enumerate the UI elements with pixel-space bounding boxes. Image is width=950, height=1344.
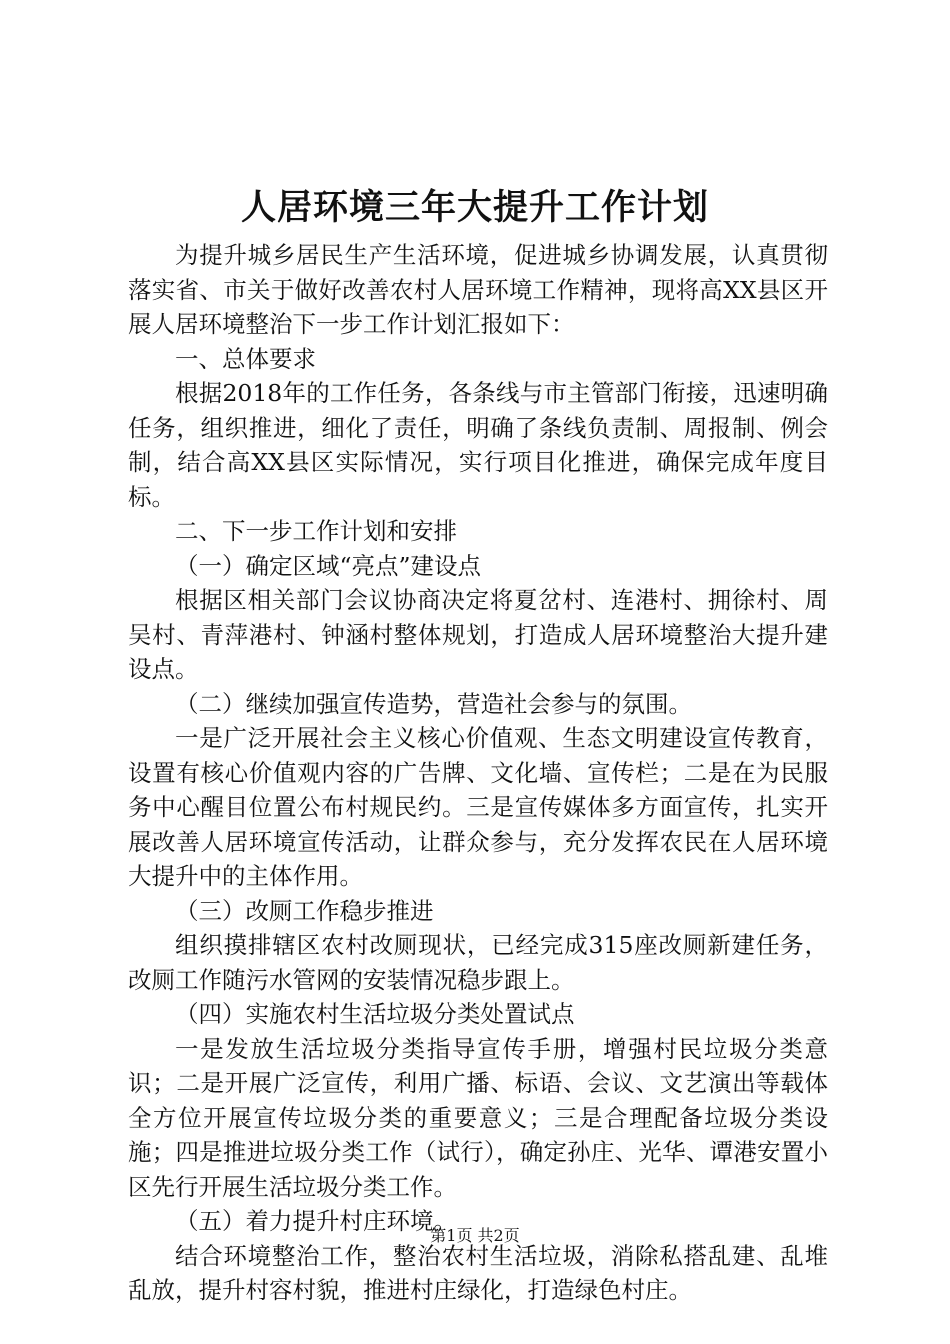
body-paragraph: 根据2018年的工作任务，各条线与市主管部门衔接，迅速明确任务，组织推进，细化了责任，明确了条线负责制、周报制、例会制，结合高XX县区实际情况，实行项目化推进，确保完成年度目标。 <box>128 379 828 511</box>
intro-paragraph: 为提升城乡居民生产生活环境，促进城乡协调发展，认真贯彻落实省、市关于做好改善农村人居环境工作精神，现将高XX县区开展人居环境整治下一步工作计划汇报如下： <box>128 241 828 338</box>
subsection-heading: （二）继续加强宣传造势，营造社会参与的氛围。 <box>175 689 692 718</box>
body-paragraph: 一是发放生活垃圾分类指导宣传手册，增强村民垃圾分类意识；二是开展广泛宣传，利用广播、标语、会议、文艺演出等载体全方位开展宣传垃圾分类的重要意义；三是合理配备垃圾分类设施；四是推进垃圾分类工作（试行），确定孙庄、光华、谭港安置小区先行开展生活垃圾分类工作。 <box>128 1034 828 1201</box>
subsection-heading: （一）确定区域“亮点”建设点 <box>175 551 482 580</box>
subsection-heading: （三）改厕工作稳步推进 <box>175 896 434 925</box>
body-paragraph: 结合环境整治工作，整治农村生活垃圾，消除私搭乱建、乱堆乱放，提升村容村貌，推进村庄绿化，打造绿色村庄。 <box>128 1241 828 1304</box>
body-paragraph: 一是广泛开展社会主义核心价值观、生态文明建设宣传教育，设置有核心价值观内容的广告牌、文化墙、宣传栏；二是在为民服务中心醒目位置公布村规民约。三是宣传媒体多方面宣传，扎实开展改善人居环境宣传活动，让群众参与，充分发挥农民在人居环境大提升中的主体作用。 <box>128 724 828 890</box>
page-number-footer: 第1页 共2页 <box>430 1226 520 1245</box>
section-heading: 一、总体要求 <box>175 344 316 373</box>
document-body <box>128 238 828 1308</box>
section-heading: 二、下一步工作计划和安排 <box>175 517 457 545</box>
body-paragraph: 组织摸排辖区农村改厕现状，已经完成315座改厕新建任务，改厕工作随污水管网的安装情况稳步跟上。 <box>128 931 828 994</box>
body-paragraph: 根据区相关部门会议协商决定将夏岔村、连港村、拥徐村、周吴村、青萍港村、钟涵村整体规划，打造成人居环境整治大提升建设点。 <box>128 586 828 683</box>
document-title: 人居环境三年大提升工作计划 <box>240 188 709 228</box>
subsection-heading: （四）实施农村生活垃圾分类处置试点 <box>175 1000 575 1028</box>
subsection-heading: （五）着力提升村庄环境。 <box>175 1207 457 1235</box>
